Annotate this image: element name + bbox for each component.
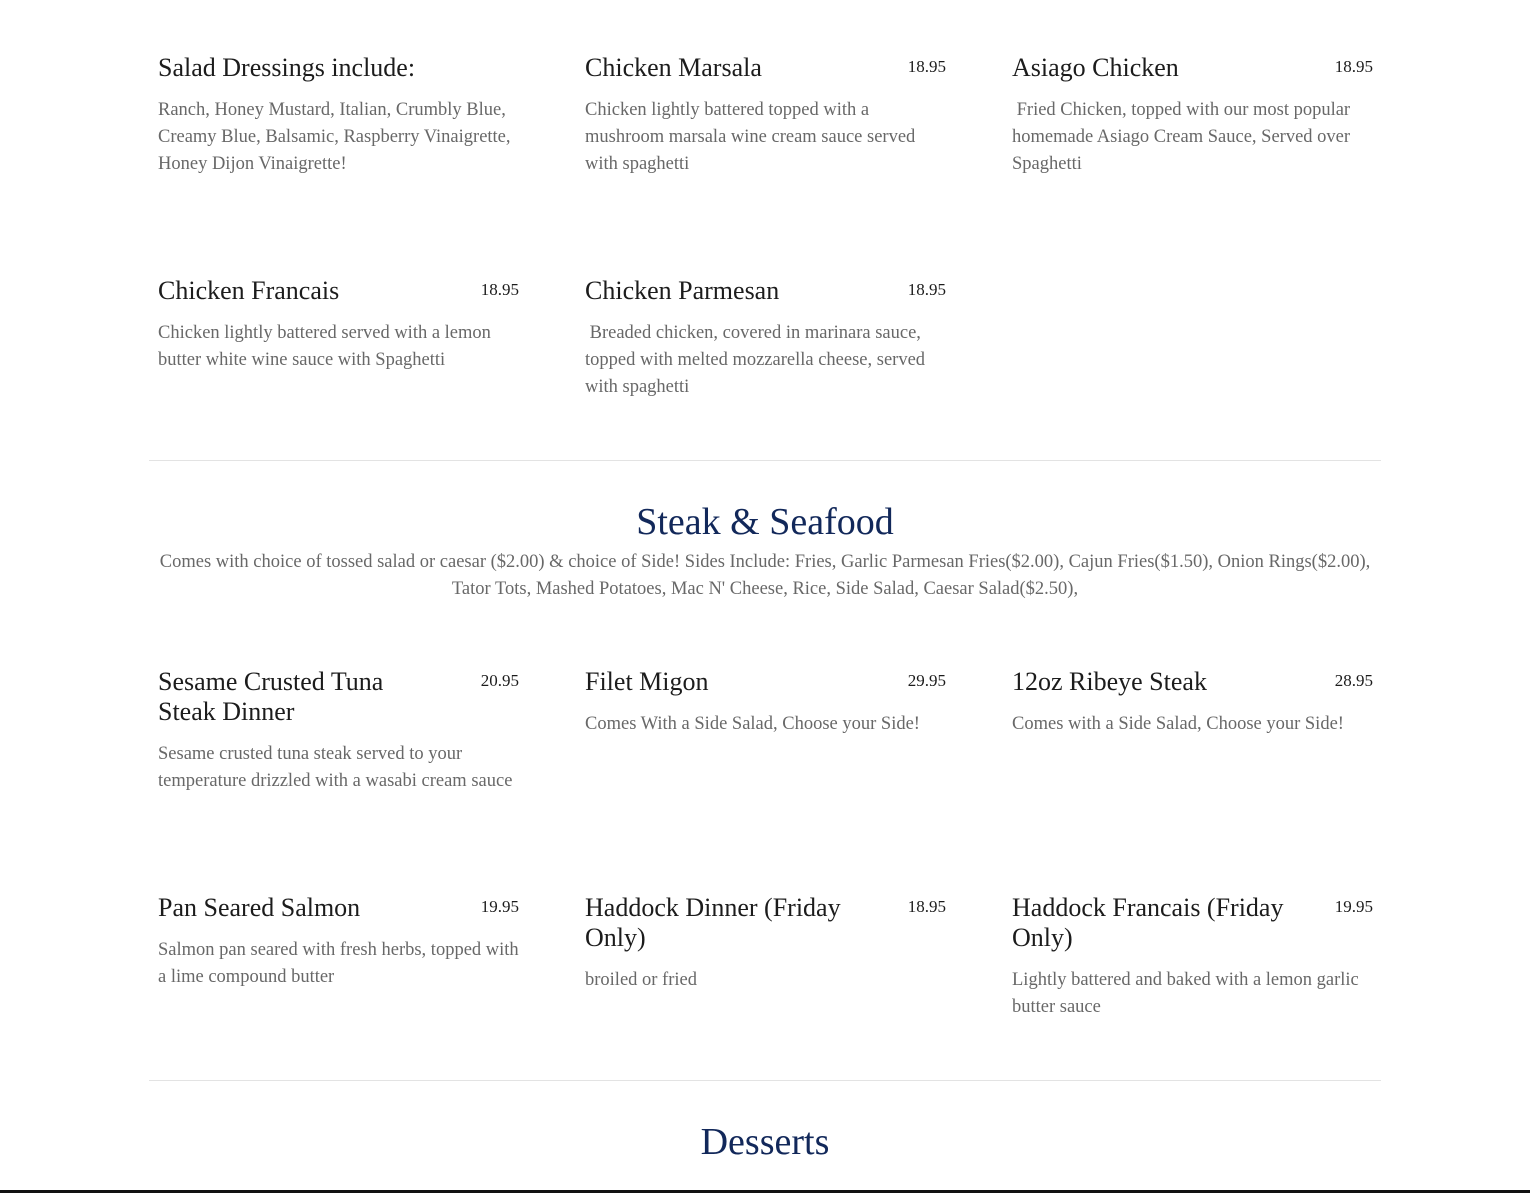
item-price: 18.95 <box>907 280 946 299</box>
section-title-steak-seafood: Steak & Seafood <box>636 501 894 543</box>
menu-item-asiago-chicken <box>1012 53 1373 178</box>
item-price: 19.95 <box>1334 897 1373 916</box>
item-description: Ranch, Honey Mustard, Italian, Crumbly Blue, Creamy Blue, Balsamic, Raspberry Vinaigrette, Honey Dijon Vinaigrette! <box>158 100 516 174</box>
menu-item-chicken-parmesan <box>585 276 946 401</box>
menu-item-chicken-francais <box>158 276 519 374</box>
item-price: 18.95 <box>907 57 946 76</box>
menu-item-pan-seared-salmon <box>158 893 524 991</box>
menu-item-haddock-dinner <box>585 893 946 994</box>
menu-item-ribeye-steak <box>1012 667 1373 738</box>
item-name: Haddock Francais (Friday Only) <box>1012 893 1284 952</box>
item-description: Salmon pan seared with fresh herbs, topped with a lime compound butter <box>158 940 524 987</box>
item-name: Sesame Crusted Tuna Steak Dinner <box>158 667 384 726</box>
menu-item-chicken-marsala <box>585 53 946 178</box>
item-description: Chicken lightly battered served with a lemon butter white wine sauce with Spaghetti <box>158 323 496 370</box>
menu-item-sesame-tuna <box>158 667 519 795</box>
item-name: Salad Dressings include: <box>158 53 416 82</box>
item-price: 18.95 <box>907 897 946 916</box>
item-description: Chicken lightly battered topped with a mushroom marsala wine cream sauce served with spaghetti <box>585 100 920 174</box>
menu-item-salad-dressings <box>158 53 519 178</box>
item-name: Filet Migon <box>585 667 709 696</box>
section-divider <box>149 460 1381 461</box>
section-description: Comes with choice of tossed salad or caesar ($2.00) & choice of Side! Sides Include: Fries, Garlic Parmesan Fries($2.00), Cajun Fries($1.50), Onion Rings($2.00), Tator Tots, Mashed Potatoes, Mac N' Cheese, Rice, Side Salad, Caesar Salad($2.50), <box>159 552 1371 599</box>
item-description: Sesame crusted tuna steak served to your temperature drizzled with a wasabi cream sauce <box>158 744 513 791</box>
item-description: Fried Chicken, topped with our most popular homemade Asiago Cream Sauce, Served over Spaghetti <box>1012 100 1355 174</box>
item-name: Chicken Marsala <box>585 53 762 82</box>
item-price: 18.95 <box>480 280 519 299</box>
item-price: 29.95 <box>907 671 946 690</box>
item-name: Chicken Parmesan <box>585 276 780 305</box>
section-divider <box>149 1080 1381 1081</box>
item-description: Comes With a Side Salad, Choose your Side! <box>585 714 920 734</box>
section-title-desserts: Desserts <box>700 1121 830 1163</box>
item-name: Asiago Chicken <box>1012 53 1179 82</box>
item-name: Chicken Francais <box>158 276 340 305</box>
item-price: 18.95 <box>1334 57 1373 76</box>
item-name: Haddock Dinner (Friday Only) <box>585 893 841 952</box>
item-description: Breaded chicken, covered in marinara sauce, topped with melted mozzarella cheese, served with spaghetti <box>585 323 930 397</box>
item-name: Pan Seared Salmon <box>158 893 361 922</box>
item-description: Lightly battered and baked with a lemon garlic butter sauce <box>1012 970 1364 1017</box>
item-price: 19.95 <box>480 897 519 916</box>
item-description: broiled or fried <box>585 970 697 990</box>
menu-item-haddock-francais <box>1012 893 1373 1021</box>
menu-item-filet-migon <box>585 667 946 738</box>
item-price: 28.95 <box>1334 671 1373 690</box>
item-name: 12oz Ribeye Steak <box>1012 667 1207 696</box>
item-description: Comes with a Side Salad, Choose your Side! <box>1012 714 1344 734</box>
item-price: 20.95 <box>480 671 519 690</box>
